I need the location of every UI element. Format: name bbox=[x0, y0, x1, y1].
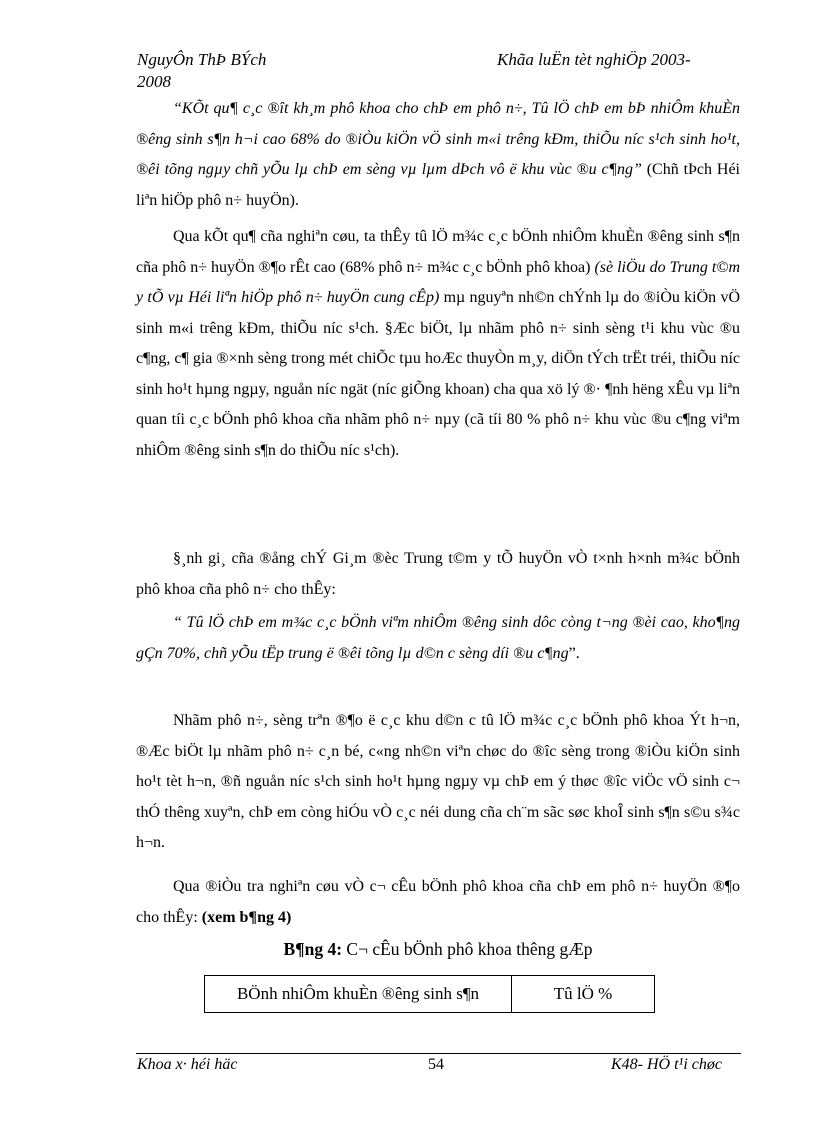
paragraph-quote-director bbox=[136, 608, 740, 669]
survey-table-ref: (xem b¶ng 4) bbox=[201, 908, 292, 926]
research-text-2: mµ nguyªn nh©n chÝnh lµ do ®iÒu kiÖn vÖ sinh m«i trêng kÐm, thiÕu níc s¹ch. §Æc biÖt, lµ nhãm phô n÷ sinh sèng t¹i khu vùc ®u c¶ng, c¶ gia ®×nh sèng trong mét chiÕc tµu hoÆc thuyÒn m¸y, diÖn tÝch trËt tréi, thiÕu níc sinh ho¹t hµng ngµy, nguån níc ngät (níc giÕng khoan) cha qua xö lý ®· ¶nh hëng xÊu vµ liªn quan tíi c¸c bÖnh phô khoa cña nhãm phô n÷ nµy (cã tíi 80 % phô n÷ khu vùc ®u c¶ng viªm nhiÔm ®êng sinh s¶n do thiÕu níc s¹ch). bbox=[136, 289, 741, 459]
table-header-row bbox=[205, 976, 655, 1013]
director-text: §¸nh gi¸ cña ®ång chÝ Gi¸m ®èc Trung t©m y tÕ huyÖn vÒ t×nh h×nh m¾c bÖnh phô khoa cña phô n÷ cho thÊy: bbox=[136, 550, 740, 598]
research-data-source: (sè liÖu do Trung t©m y tÕ vµ Héi liªn hiÖp phô n÷ huyÖn cung cÊp) bbox=[136, 258, 740, 306]
footer-faculty: Khoa x· héi häc bbox=[137, 1056, 238, 1073]
table-caption-title: C¬ cÊu bÖnh phô khoa thêng gÆp bbox=[342, 939, 593, 959]
research-text-1: Qua kÕt qu¶ cña nghiªn cøu, ta thÊy tû lÖ m¾c c¸c bÖnh nhiÔm khuÈn ®êng sinh s¶n cña phô n÷ huyÖn ®¶o rÊt cao (68% phô n÷ m¾c c¸c bÖnh phô khoa) bbox=[136, 228, 740, 276]
quote-women-union-text: “KÕt qu¶ c¸c ®ît kh¸m phô khoa cho chÞ em phô n÷, Tû lÖ chÞ em bÞ nhiÔm khuÈn ®êng sinh s¶n h¬i cao 68% do ®iÒu kiÖn vÖ sinh m«i trêng kÐm, thiÕu níc s¹ch sinh ho¹t, ®êi tõng ngµy chñ yÕu lµ chÞ em sèng vµ lµm dÞch vô ë khu vùc ®u c¶ng” bbox=[136, 100, 740, 178]
quote-director-end: ”. bbox=[568, 644, 580, 662]
footer-class: K48- HÖ t¹i chøc bbox=[611, 1056, 722, 1073]
header-thesis-year-cont: 2008 bbox=[137, 72, 171, 91]
table-caption bbox=[136, 939, 740, 960]
table-caption-label: B¶ng 4: bbox=[283, 939, 343, 959]
header-author: NguyÔn ThÞ BÝch bbox=[137, 50, 267, 69]
survey-text: Qua ®iÒu tra nghiªn cøu vÒ c¬ cÊu bÖnh phô khoa cña chÞ em phô n÷ huyÖn ®¶o cho thÊy: bbox=[136, 878, 740, 926]
quote-women-union-source: (Chñ tÞch Héi liªn hiÖp phô n÷ huyÖn). bbox=[136, 161, 740, 209]
header-thesis-title: Khãa luËn tèt nghiÖp 2003- bbox=[497, 50, 691, 69]
paragraph-survey bbox=[136, 872, 740, 933]
paragraph-director-assessment bbox=[136, 544, 740, 605]
quote-director-text: “ Tû lÖ chÞ em m¾c c¸c bÖnh viªm nhiÔm ®êng sinh dôc còng t¬ng ®èi cao, kho¶ng gÇn 70%, chñ yÕu tËp trung ë ®êi tõng lµ d©n c sèng díi ®u c¶ng bbox=[136, 614, 740, 662]
table-header-rate: Tû lÖ % bbox=[512, 976, 655, 1013]
paragraph-quote-women-union bbox=[136, 94, 740, 216]
disease-structure-table bbox=[204, 975, 655, 1013]
table-header-disease: BÖnh nhiÔm khuÈn ®êng sinh s¶n bbox=[205, 976, 512, 1013]
paragraph-research-results bbox=[136, 222, 740, 466]
footer-page-number: 54 bbox=[428, 1056, 444, 1073]
footer-divider bbox=[136, 1053, 741, 1054]
paragraph-women-on-island bbox=[136, 706, 740, 859]
women-text: Nhãm phô n÷, sèng trªn ®¶o ë c¸c khu d©n c tû lÖ m¾c c¸c bÖnh phô khoa Ýt h¬n, ®Æc biÖt lµ nhãm phô n÷ c¸n bé, c«ng nh©n viªn chøc do ®îc sèng trong ®iÒu kiÖn sinh ho¹t tèt h¬n, ®ñ nguån níc s¹ch sinh ho¹t hµng ngµy vµ chÞ em ý thøc ®îc viÖc vÖ sinh c¬ thÓ thêng xuyªn, chÞ em còng hiÓu vÒ c¸c néi dung cña ch¨m sãc søc khoÎ sinh s¶n s©u s¾c h¬n. bbox=[136, 712, 740, 851]
